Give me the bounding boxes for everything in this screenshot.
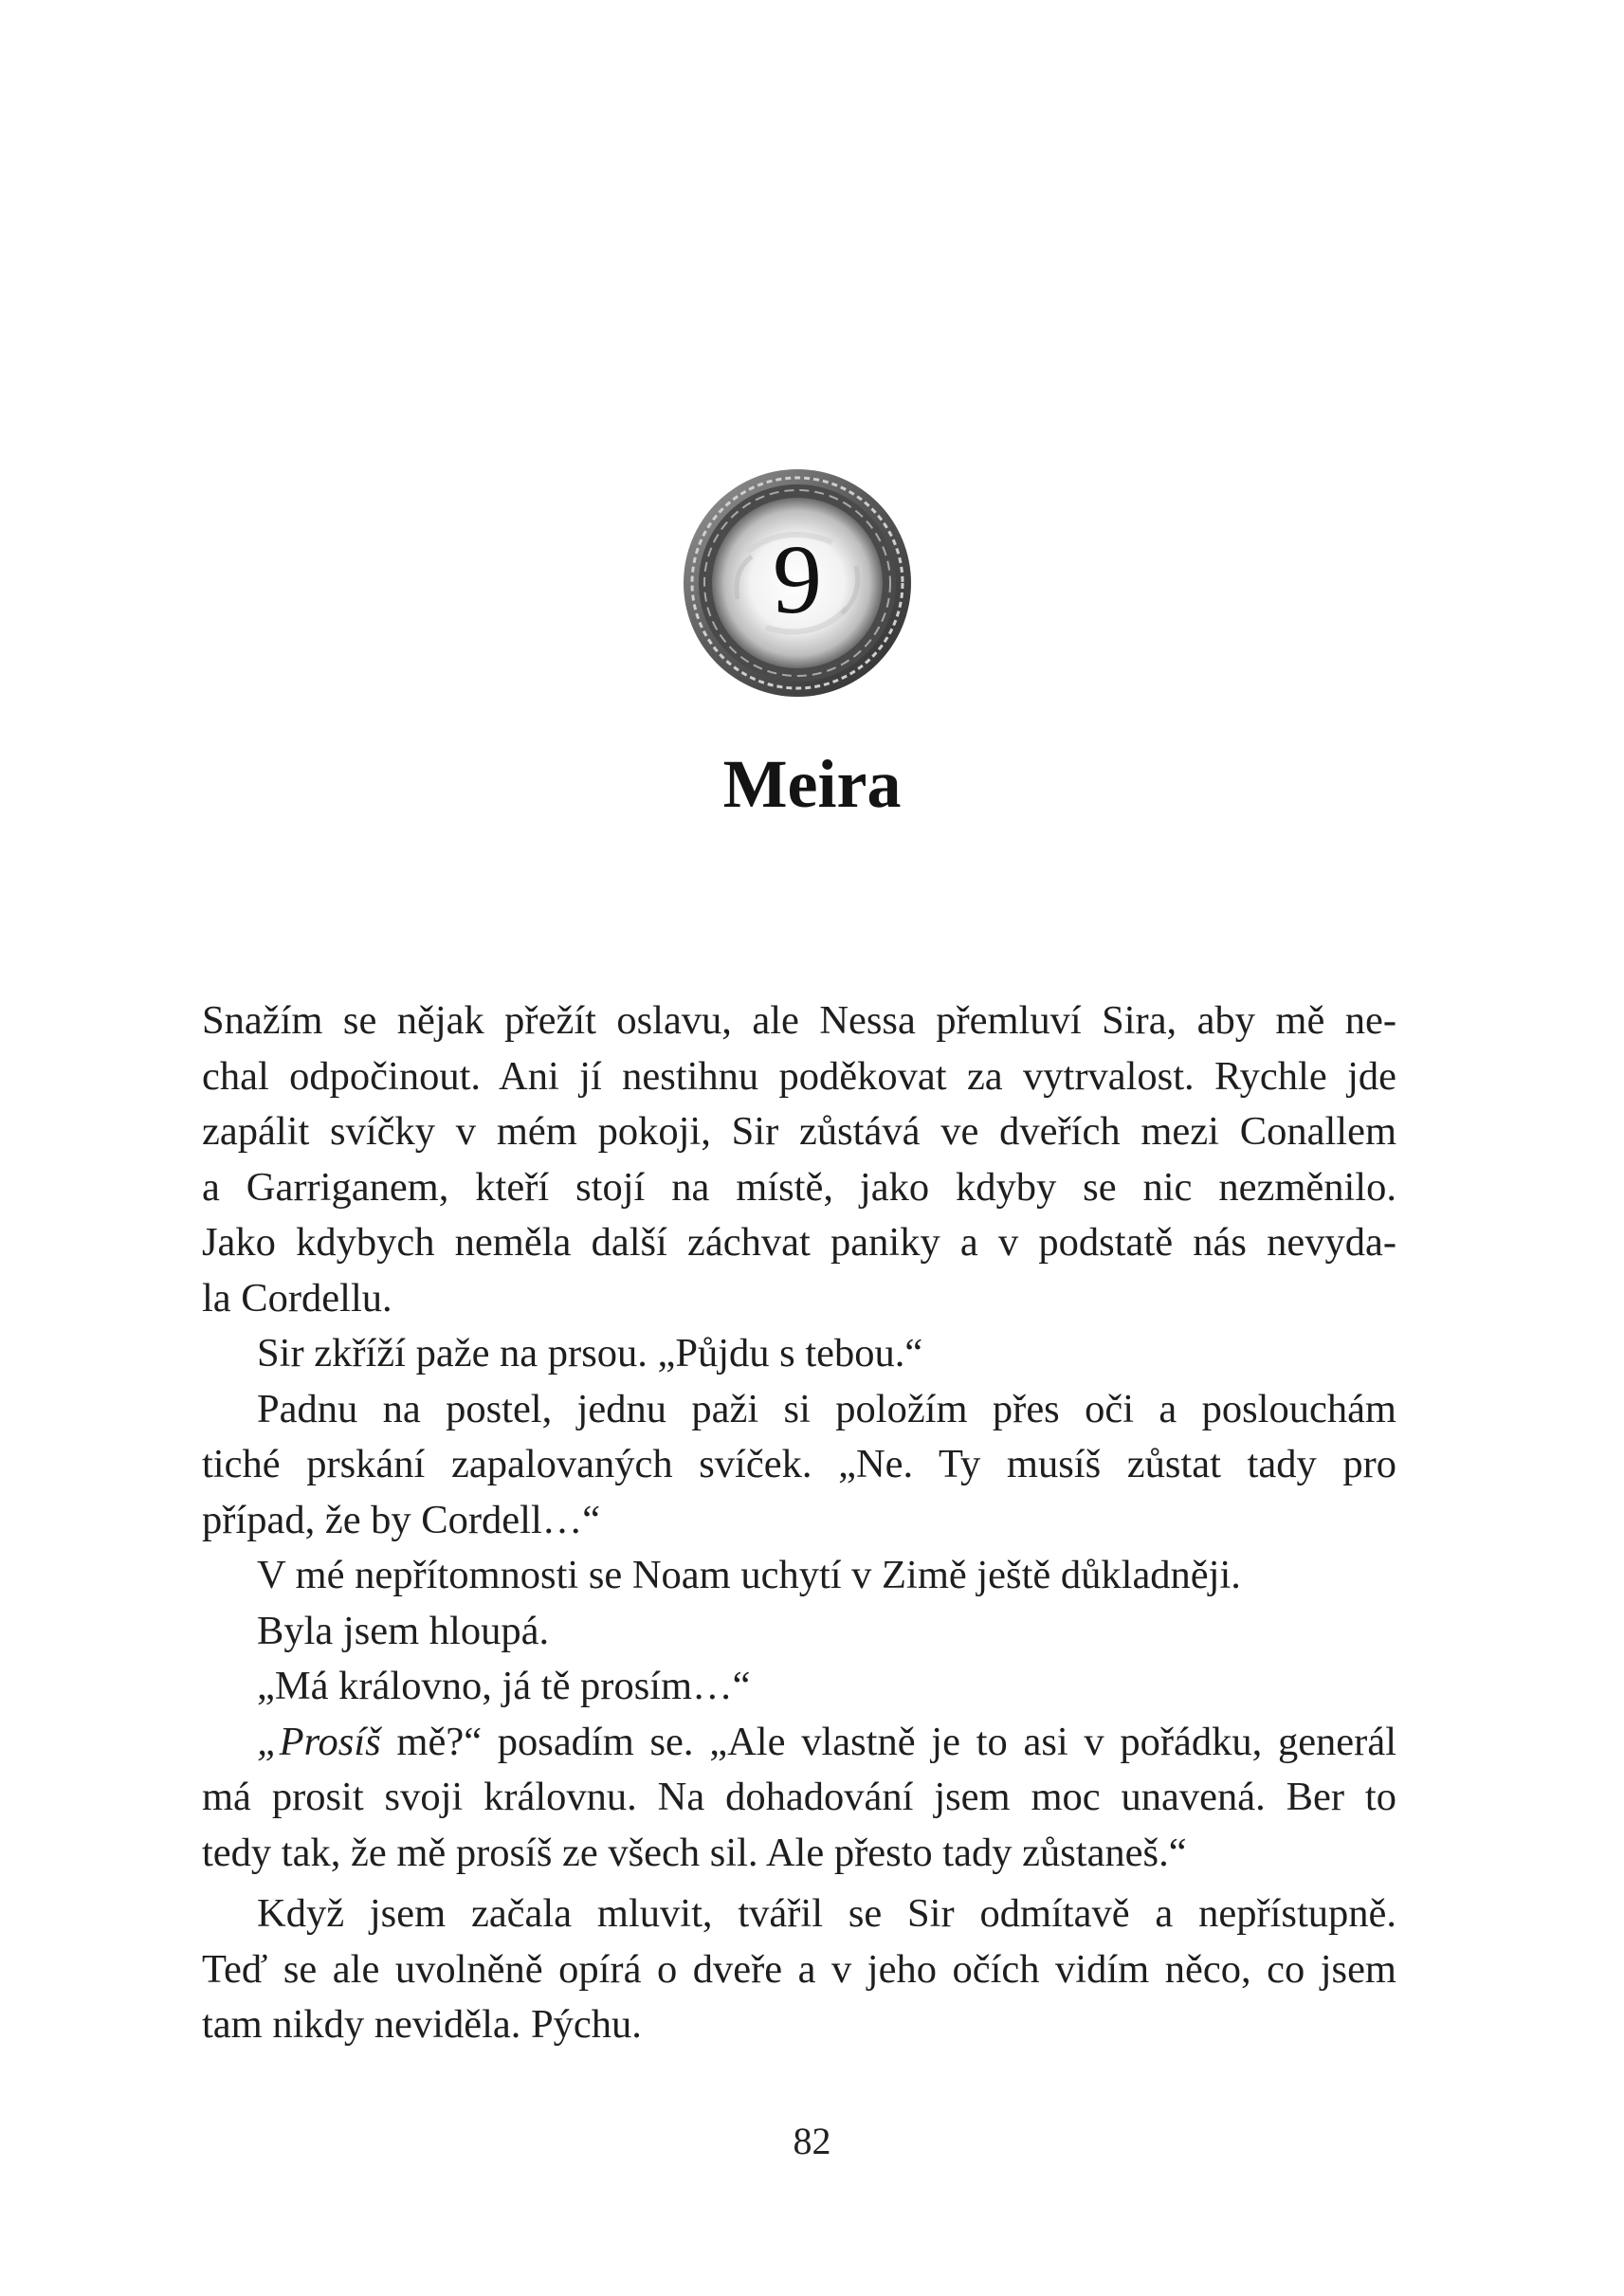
chapter-body xyxy=(202,993,1396,2053)
chapter-number: 9 xyxy=(773,525,822,634)
paragraph xyxy=(202,1886,1396,2053)
paragraph xyxy=(202,993,1396,1326)
text-line: tiché prskání zapalovaných svíček. „Ne. Ty musíš zůstat tady pro xyxy=(202,1442,1396,1486)
text-line: Padnu na postel, jednu paži si položím přes oči a poslouchám xyxy=(257,1386,1396,1431)
paragraph xyxy=(202,1382,1396,1549)
text-line: má prosit svoji královnu. Na dohadování jsem moc unavená. Ber to xyxy=(202,1775,1396,1819)
text-line: tedy tak, že mě prosíš ze všech sil. Ale přesto tady zůstaneš.“ xyxy=(202,1830,1187,1875)
paragraph xyxy=(202,1604,1396,1660)
text-line: Když jsem začala mluvit, tvářil se Sir odmítavě a nepřístupně. xyxy=(257,1891,1396,1936)
page-number: 82 xyxy=(793,2120,831,2162)
text-line: la Cordellu. xyxy=(202,1275,392,1321)
text-line: a Garriganem, kteří stojí na místě, jako kdyby se nic nezměnilo. xyxy=(202,1164,1396,1210)
text-line: Sir zkříží paže na prsou. „Půjdu s tebou.“ xyxy=(257,1331,923,1376)
italic-word: „Prosíš xyxy=(257,1719,381,1764)
text-line xyxy=(202,1715,1396,1771)
text-line: Jako kdybych neměla další záchvat paniky a v podstatě nás nevyda- xyxy=(202,1220,1396,1265)
text-line: V mé nepřítomnosti se Noam uchytí v Zimě ještě důkladněji. xyxy=(257,1553,1241,1597)
text-line: Snažím se nějak přežít oslavu, ale Nessa přemluví Sira, aby mě ne- xyxy=(202,998,1396,1043)
text-line: „Má královno, já tě prosím…“ xyxy=(257,1664,751,1708)
text-line: zapálit svíčky v mém pokoji, Sir zůstává ve dveřích mezi Conallem xyxy=(202,1109,1396,1154)
text-line: Teď se ale uvolněně opírá o dveře a v jeho očích vidím něco, co jsem xyxy=(202,1946,1396,1992)
paragraph xyxy=(202,1715,1396,1882)
chapter-title: Meira xyxy=(722,746,902,822)
text-line: případ, že by Cordell…“ xyxy=(202,1497,601,1542)
paragraph xyxy=(202,1326,1396,1382)
paragraph xyxy=(202,1659,1396,1715)
text-line: chal odpočinout. Ani jí nestihnu poděkovat za vytrvalost. Rychle jde xyxy=(202,1053,1396,1099)
text-line-rest: mě?“ posadím se. „Ale vlastně je to asi v pořádku, generál xyxy=(380,1719,1396,1764)
paragraph xyxy=(202,1548,1396,1604)
text-line: Byla jsem hloupá. xyxy=(257,1608,550,1653)
text-line: tam nikdy neviděla. Pýchu. xyxy=(202,2002,642,2047)
